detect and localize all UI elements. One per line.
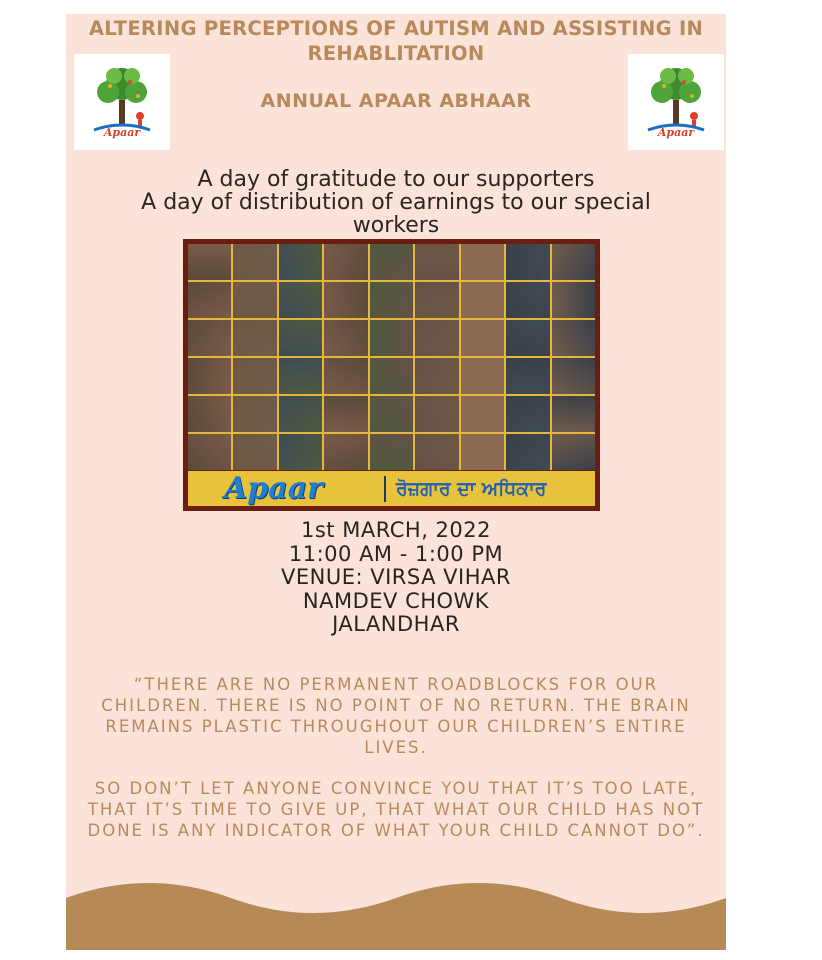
collage-photo [461, 282, 504, 318]
collage-photo [370, 244, 413, 280]
tagline-line-1: A day of gratitude to our supporters [197, 167, 595, 192]
collage-photo [506, 244, 549, 280]
collage-photo [506, 358, 549, 394]
collage-photo [188, 320, 231, 356]
collage-brand: Apaar [224, 471, 323, 506]
collage-photo [552, 244, 595, 280]
collage-photo [461, 396, 504, 432]
event-venue: VENUE: VIRSA VIHAR [281, 565, 511, 589]
collage-photo [552, 396, 595, 432]
collage-photo [324, 434, 367, 470]
collage-photo [279, 244, 322, 280]
collage-photo [279, 282, 322, 318]
collage-photo [506, 320, 549, 356]
photo-collage [183, 239, 600, 511]
collage-photo [233, 358, 276, 394]
collage-banner [188, 471, 595, 506]
collage-photo [188, 434, 231, 470]
collage-photo [188, 358, 231, 394]
collage-photo [415, 244, 458, 280]
collage-photo [461, 244, 504, 280]
collage-photo [279, 396, 322, 432]
collage-photo [279, 434, 322, 470]
event-address-line-2: JALANDHAR [332, 612, 460, 636]
collage-photo [188, 396, 231, 432]
collage-photo [324, 320, 367, 356]
quote-paragraph-2: SO DON’T LET ANYONE CONVINCE YOU THAT IT’S TOO LATE, THAT IT’S TIME TO GIVE UP, THAT WHAT OUR CHILD HAS NOT DONE IS ANY INDICATOR OF WHAT YOUR CHILD CANNOT DO”. [87, 779, 705, 840]
collage-photo [233, 244, 276, 280]
collage-photo [461, 434, 504, 470]
collage-photo [415, 358, 458, 394]
collage-brand-subtitle: ਰੋਜ਼ਗਾਰ ਦਾ ਅਧਿਕਾਰ [396, 477, 547, 500]
tagline [76, 168, 716, 237]
svg-text:Apaar: Apaar [103, 126, 141, 139]
collage-photo [552, 320, 595, 356]
tagline-line-2: A day of distribution of earnings to our special [141, 190, 651, 215]
event-details [66, 519, 726, 637]
collage-photo [552, 434, 595, 470]
poster-title: ALTERING PERCEPTIONS OF AUTISM AND ASSISTING IN REHABLITATION [88, 17, 704, 65]
svg-text:Apaar: Apaar [657, 126, 695, 139]
poster-subtitle: ANNUAL APAAR ABHAAR [260, 90, 532, 112]
collage-photo [415, 396, 458, 432]
collage-photo [324, 358, 367, 394]
collage-photo [415, 434, 458, 470]
collage-photo [461, 358, 504, 394]
collage-photo [324, 282, 367, 318]
collage-photo [415, 320, 458, 356]
wave-footer [66, 880, 726, 950]
quote-paragraph-1: “THERE ARE NO PERMANENT ROADBLOCKS FOR OUR CHILDREN. THERE IS NO POINT OF NO RETURN. THE BRAIN REMAINS PLASTIC THROUGHOUT OUR CHILDREN’S ENTIRE LIVES. [101, 675, 691, 757]
collage-photo [188, 244, 231, 280]
collage-photo [279, 358, 322, 394]
collage-photo [233, 320, 276, 356]
collage-photo [370, 434, 413, 470]
collage-photo [461, 320, 504, 356]
collage-grid [188, 244, 595, 470]
tagline-line-3: workers [352, 213, 440, 238]
collage-photo [506, 434, 549, 470]
collage-photo [279, 320, 322, 356]
collage-photo [506, 396, 549, 432]
collage-photo [552, 282, 595, 318]
collage-photo [506, 282, 549, 318]
banner-divider [384, 476, 386, 502]
event-poster [66, 14, 726, 950]
collage-photo [324, 396, 367, 432]
collage-photo [370, 396, 413, 432]
collage-photo [233, 396, 276, 432]
event-address-line-1: NAMDEV CHOWK [302, 588, 490, 613]
event-time: 11:00 AM - 1:00 PM [288, 541, 504, 566]
collage-photo [552, 358, 595, 394]
collage-photo [370, 358, 413, 394]
collage-photo [370, 320, 413, 356]
collage-photo [233, 434, 276, 470]
quote-block [86, 674, 706, 841]
collage-photo [370, 282, 413, 318]
collage-photo [324, 244, 367, 280]
event-date: 1st MARCH, 2022 [301, 518, 491, 542]
collage-photo [188, 282, 231, 318]
collage-photo [415, 282, 458, 318]
collage-photo [233, 282, 276, 318]
